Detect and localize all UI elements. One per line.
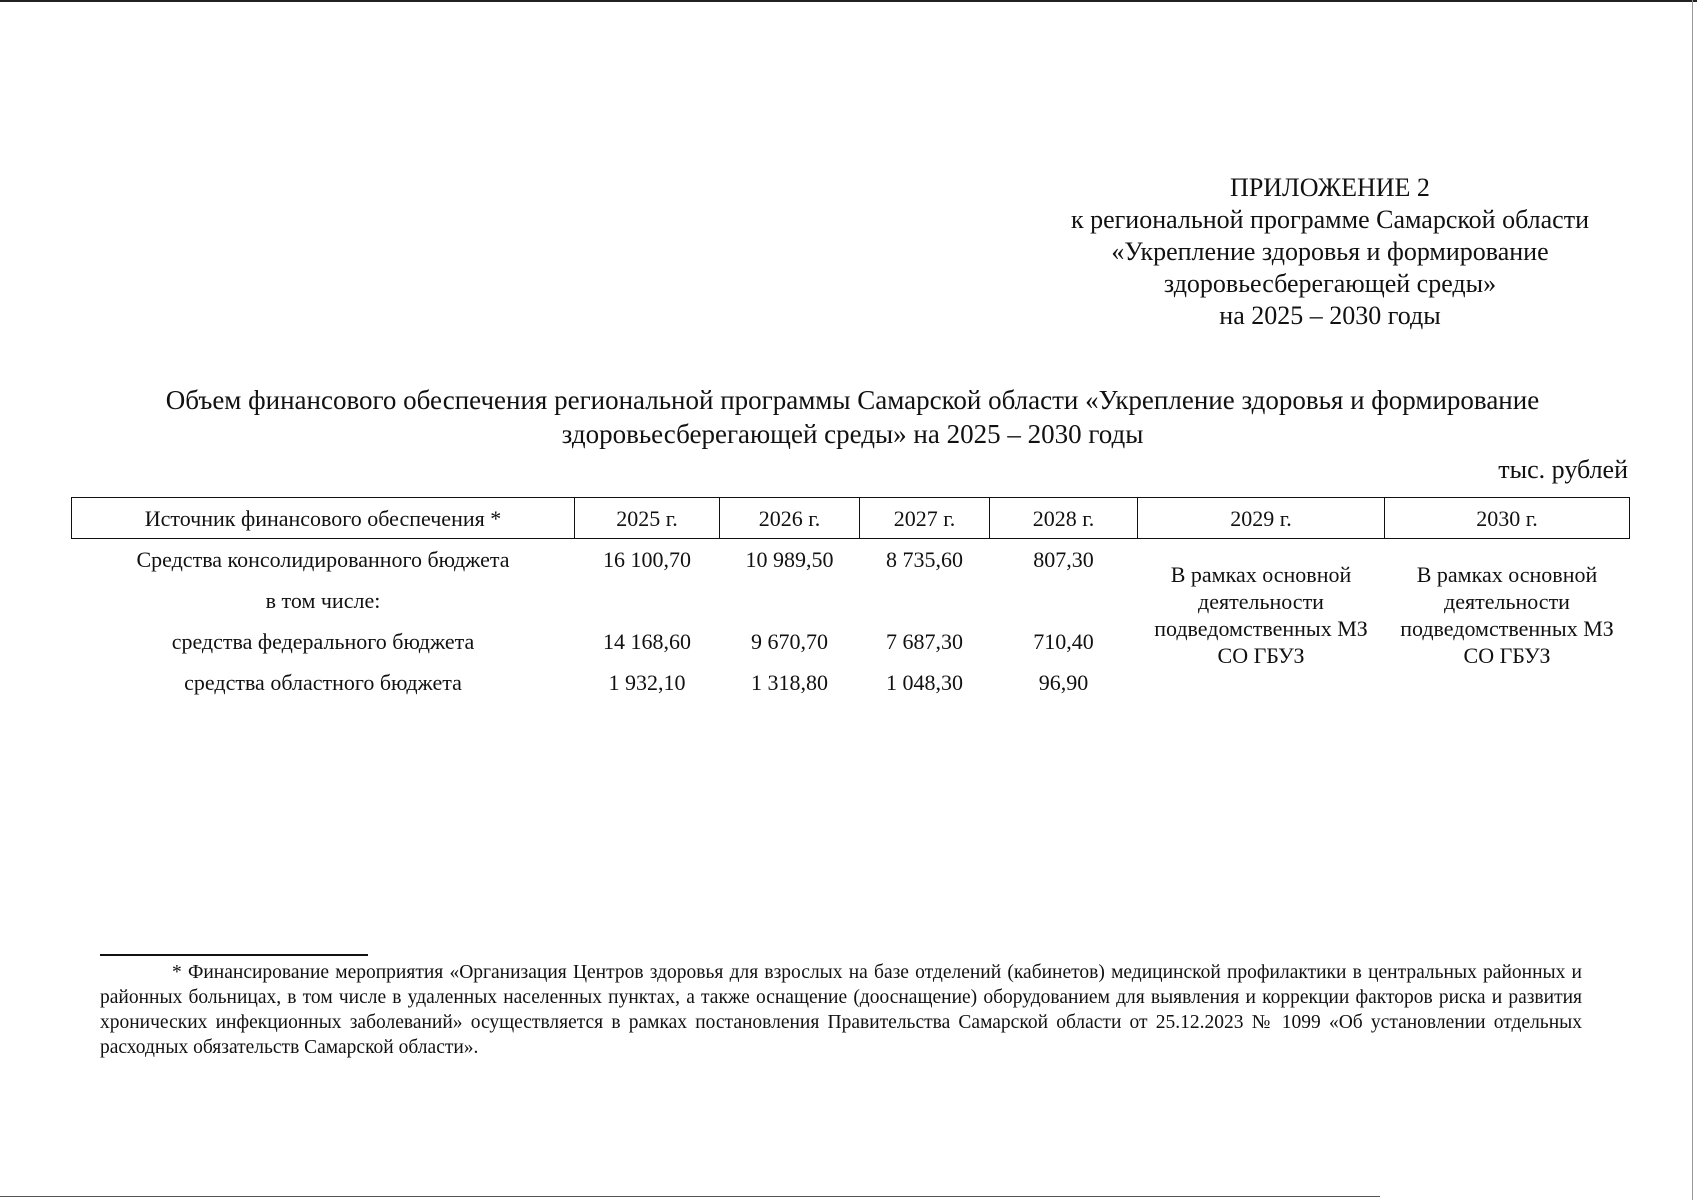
appendix-line: «Укрепление здоровья и формирование — [1111, 237, 1549, 266]
header-2027: 2027 г. — [860, 498, 990, 539]
header-2025: 2025 г. — [575, 498, 720, 539]
title-line-2: здоровьесберегающей среды» на 2025 – 2030 годы — [561, 419, 1144, 449]
cell-value — [575, 580, 720, 621]
scan-edge-right — [1692, 0, 1693, 1200]
cell-value: 16 100,70 — [603, 547, 691, 572]
cell-value: 8 735,60 — [886, 547, 963, 572]
cell-value: 1 048,30 — [886, 670, 963, 695]
cell-value: 96,90 — [1038, 670, 1089, 695]
appendix-header — [1020, 172, 1640, 332]
cell-value: 710,40 — [1033, 629, 1094, 654]
row-label: средства федерального бюджета — [171, 629, 475, 654]
footnote-separator — [100, 954, 368, 956]
note-2030: В рамках основной деятельности подведомственных МЗ СО ГБУЗ — [1400, 562, 1614, 668]
cell-value — [860, 580, 990, 621]
cell-value: 10 989,50 — [745, 547, 834, 572]
header-2026: 2026 г. — [720, 498, 860, 539]
row-label: средства областного бюджета — [184, 670, 462, 695]
appendix-line: к региональной программе Самарской области — [1070, 205, 1590, 234]
cell-value: 1 932,10 — [608, 670, 686, 695]
cell-value: 9 670,70 — [751, 629, 828, 654]
footnote — [100, 960, 1582, 1060]
scan-edge-bottom — [0, 1196, 1380, 1197]
footnote-text: * Финансирование мероприятия «Организация Центров здоровья для взрослых на базе отделений (кабинетов) медицинской профилактики в центральных районных и районных больницах, в том числе в удаленных населенных пунктах, а также оснащение (дооснащение) оборудованием для выявления и коррекции факторов риска и развития хронических инфекционных заболеваний» осуществляется в рамках постановления Правительства Самарской области от 25.12.2023 № 1099 «Об установлении отдельных расходных обязательств Самарской области». — [100, 962, 1582, 1058]
cell-value: 1 318,80 — [751, 670, 828, 695]
financing-table — [71, 497, 1630, 703]
table-row — [72, 539, 1630, 581]
document-title — [90, 383, 1615, 451]
units-label: тыс. рублей — [1498, 455, 1628, 484]
header-2030: 2030 г. — [1385, 498, 1630, 539]
header-source: Источник финансового обеспечения * — [72, 498, 575, 539]
row-label: в том числе: — [265, 588, 381, 613]
table-header-row — [72, 498, 1630, 539]
cell-value — [720, 580, 860, 621]
row-label: Средства консолидированного бюджета — [136, 547, 510, 572]
cell-value: 807,30 — [1033, 547, 1094, 572]
appendix-line: ПРИЛОЖЕНИЕ 2 — [1230, 173, 1430, 202]
header-2029: 2029 г. — [1138, 498, 1385, 539]
appendix-line: здоровьесберегающей среды» — [1163, 269, 1497, 298]
cell-value: 14 168,60 — [603, 629, 691, 654]
cell-value — [990, 580, 1138, 621]
note-2029: В рамках основной деятельности подведомственных МЗ СО ГБУЗ — [1154, 562, 1368, 668]
appendix-line: на 2025 – 2030 годы — [1219, 301, 1441, 330]
scan-edge-top — [0, 0, 1697, 2]
title-line-1: Объем финансового обеспечения региональной программы Самарской области «Укрепление здоровья и формирование — [165, 385, 1540, 415]
cell-value: 7 687,30 — [886, 629, 963, 654]
header-2028: 2028 г. — [990, 498, 1138, 539]
